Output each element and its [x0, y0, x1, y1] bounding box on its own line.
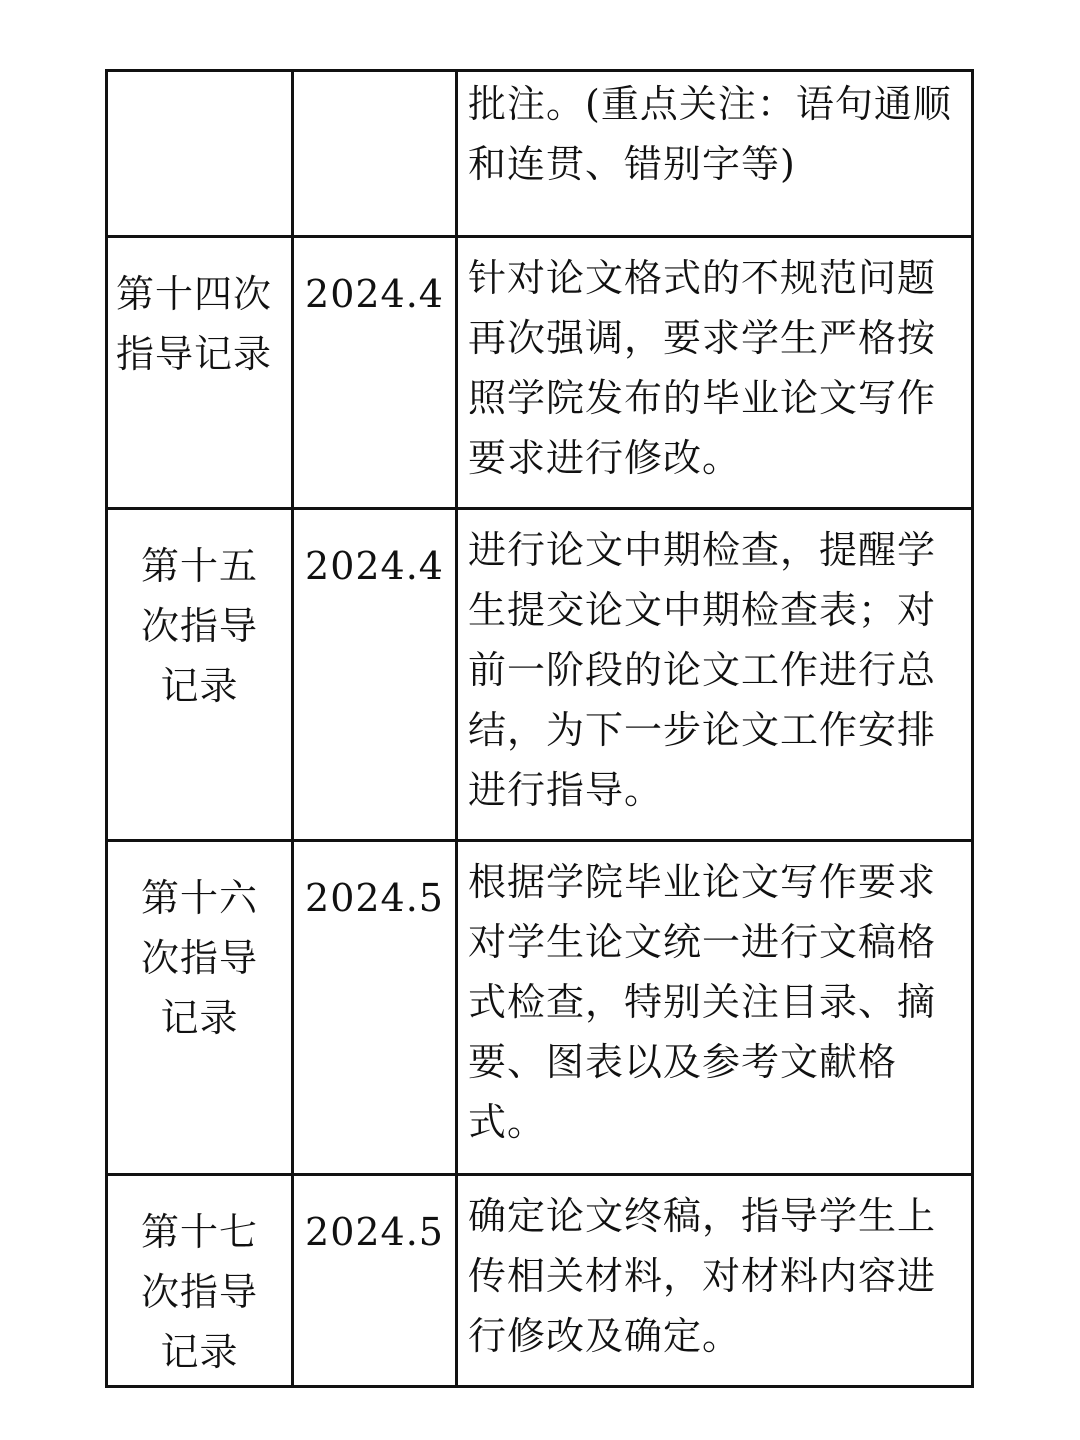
- table-row: [107, 509, 973, 841]
- record-name-cell: [107, 841, 293, 1175]
- record-name-cell: [107, 71, 293, 237]
- record-name-cell: [107, 1175, 293, 1387]
- record-content-cell: [457, 509, 973, 841]
- table-row: [107, 71, 973, 237]
- record-date: 2024.5: [305, 876, 444, 920]
- record-name: 第十四次 指导记录: [116, 272, 273, 376]
- record-content-cell: [457, 1175, 973, 1387]
- record-content: 进行论文中期检查，提醒学生提交论文中期检查表；对前一阶段的论文工作进行总结，为下一步论文工作安排进行指导。: [468, 528, 937, 812]
- record-name-cell: [107, 237, 293, 509]
- record-date: 2024.4: [305, 272, 444, 316]
- record-content: 针对论文格式的不规范问题再次强调，要求学生严格按照学院发布的毕业论文写作要求进行修改。: [468, 256, 937, 480]
- record-date: 2024.4: [305, 544, 444, 588]
- record-date-cell: [293, 71, 457, 237]
- record-date-cell: [293, 237, 457, 509]
- record-date-cell: [293, 509, 457, 841]
- record-date-cell: [293, 841, 457, 1175]
- record-content-cell: [457, 841, 973, 1175]
- record-content-cell: [457, 237, 973, 509]
- record-date-cell: [293, 1175, 457, 1387]
- table-row: [107, 841, 973, 1175]
- table-row: [107, 1175, 973, 1387]
- record-content: 批注。(重点关注：语句通顺和连贯、错别字等): [468, 82, 952, 186]
- record-content: 确定论文终稿，指导学生上传相关材料，对材料内容进行修改及确定。: [468, 1194, 937, 1358]
- record-name: 第十七 次指导 记录: [140, 1210, 258, 1374]
- record-content-cell: [457, 71, 973, 237]
- record-name-cell: [107, 509, 293, 841]
- table-row: [107, 237, 973, 509]
- guidance-record-table: [105, 69, 974, 1388]
- record-content: 根据学院毕业论文写作要求对学生论文统一进行文稿格式检查，特别关注目录、摘要、图表以及参考文献格式。: [468, 860, 937, 1144]
- record-date: 2024.5: [305, 1210, 444, 1254]
- record-name: 第十五 次指导 记录: [140, 544, 258, 708]
- record-name: 第十六 次指导 记录: [140, 876, 258, 1040]
